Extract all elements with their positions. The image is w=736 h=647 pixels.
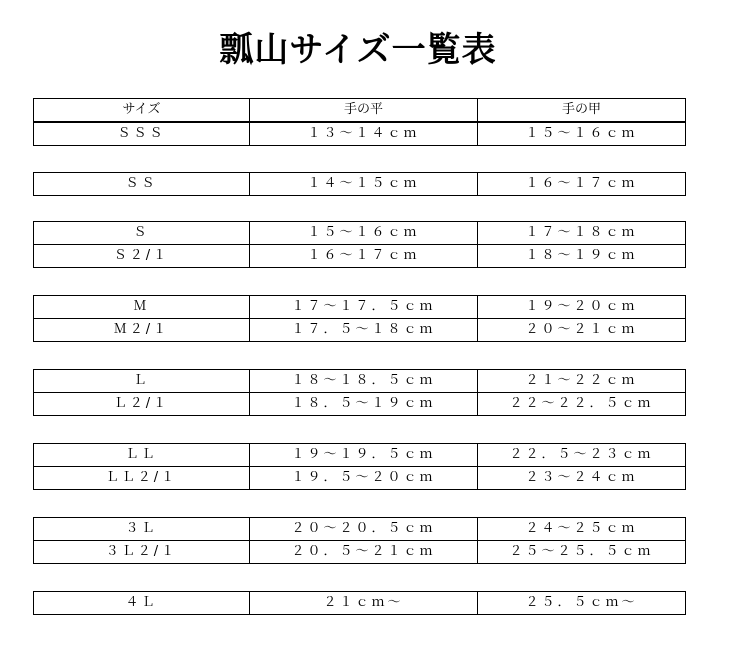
- table-row: [34, 467, 686, 490]
- palm-cell: ２１ｃｍ〜: [250, 592, 478, 615]
- table-row: [34, 592, 686, 615]
- palm-cell: ２０〜２０．５ｃｍ: [250, 518, 478, 541]
- back-cell: １８〜１９ｃｍ: [478, 245, 686, 268]
- size-group-3l: [33, 517, 686, 564]
- size-group-m: [33, 295, 686, 342]
- header-row: [34, 99, 686, 122]
- table-row: [34, 319, 686, 342]
- back-cell: １５〜１６ｃｍ: [478, 123, 686, 146]
- size-cell: Ｌ: [34, 370, 250, 393]
- back-cell: ２５〜２５．５ｃｍ: [478, 541, 686, 564]
- palm-cell: １７〜１７．５ｃｍ: [250, 296, 478, 319]
- size-cell: ＬＬ２/１: [34, 467, 250, 490]
- size-group-ll: [33, 443, 686, 490]
- palm-cell: １８．５〜１９ｃｍ: [250, 393, 478, 416]
- back-cell: １６〜１７ｃｍ: [478, 173, 686, 196]
- table-row: [34, 541, 686, 564]
- column-header-back: 手の甲: [478, 99, 686, 122]
- palm-cell: １３〜１４ｃｍ: [250, 123, 478, 146]
- palm-cell: １９．５〜２０ｃｍ: [250, 467, 478, 490]
- table-row: [34, 393, 686, 416]
- page-title: 瓢山サイズ一覧表: [219, 30, 497, 70]
- back-cell: ２２〜２２．５ｃｍ: [478, 393, 686, 416]
- size-cell: Ｓ２/１: [34, 245, 250, 268]
- size-group-ss: [33, 172, 686, 196]
- palm-cell: １６〜１７ｃｍ: [250, 245, 478, 268]
- table-row: [34, 245, 686, 268]
- palm-cell: １５〜１６ｃｍ: [250, 222, 478, 245]
- back-cell: ２１〜２２ｃｍ: [478, 370, 686, 393]
- table-row: [34, 222, 686, 245]
- size-group-4l: [33, 591, 686, 615]
- size-cell: Ｍ２/１: [34, 319, 250, 342]
- palm-cell: ２０．５〜２１ｃｍ: [250, 541, 478, 564]
- table-row: [34, 123, 686, 146]
- table-row: [34, 370, 686, 393]
- size-cell: Ｍ: [34, 296, 250, 319]
- back-cell: ２０〜２１ｃｍ: [478, 319, 686, 342]
- size-cell: Ｌ２/１: [34, 393, 250, 416]
- palm-cell: １８〜１８．５ｃｍ: [250, 370, 478, 393]
- column-header-palm: 手の平: [250, 99, 478, 122]
- column-header-size: サイズ: [34, 99, 250, 122]
- back-cell: ２４〜２５ｃｍ: [478, 518, 686, 541]
- table-row: [34, 444, 686, 467]
- palm-cell: １７．５〜１８ｃｍ: [250, 319, 478, 342]
- size-cell: ＳＳ: [34, 173, 250, 196]
- back-cell: １９〜２０ｃｍ: [478, 296, 686, 319]
- table-row: [34, 518, 686, 541]
- size-cell: ４Ｌ: [34, 592, 250, 615]
- size-group-s: [33, 221, 686, 268]
- size-cell: ＬＬ: [34, 444, 250, 467]
- palm-cell: １９〜１９．５ｃｍ: [250, 444, 478, 467]
- back-cell: ２３〜２４ｃｍ: [478, 467, 686, 490]
- table-row: [34, 173, 686, 196]
- back-cell: ２５．５ｃｍ〜: [478, 592, 686, 615]
- table-row: [34, 296, 686, 319]
- back-cell: １７〜１８ｃｍ: [478, 222, 686, 245]
- size-cell: ３Ｌ２/１: [34, 541, 250, 564]
- size-group-sss: [33, 122, 686, 146]
- size-cell: ＳＳＳ: [34, 123, 250, 146]
- back-cell: ２２．５〜２３ｃｍ: [478, 444, 686, 467]
- size-cell: ３Ｌ: [34, 518, 250, 541]
- size-table-header: [33, 98, 686, 122]
- size-group-l: [33, 369, 686, 416]
- palm-cell: １４〜１５ｃｍ: [250, 173, 478, 196]
- size-cell: Ｓ: [34, 222, 250, 245]
